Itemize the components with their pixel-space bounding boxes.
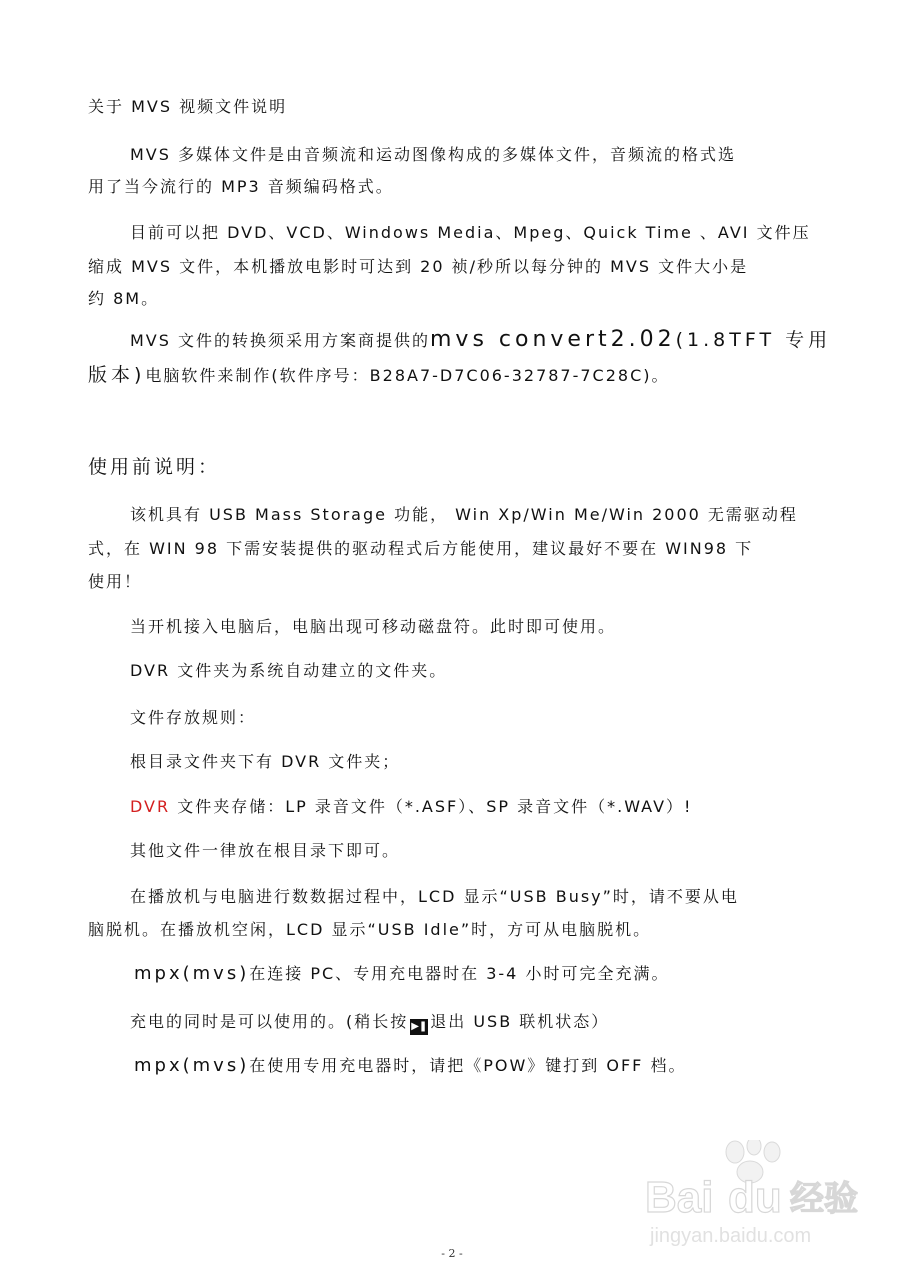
page-number: - 2 - (441, 1247, 463, 1260)
transfer-paragraph-line: 在播放机与电脑进行数数据过程中，LCD 显示“USB Busy”时，请不要从电 (130, 887, 739, 906)
charge-use-line (130, 1012, 609, 1035)
charge-use-text: 充电的同时是可以使用的。(稍长按 (130, 1012, 409, 1031)
convert-paragraph-line (130, 327, 832, 352)
formats-paragraph-line: 缩成 MVS 文件，本机播放电影时可达到 20 祯/秒所以每分钟的 MVS 文件大小是 (88, 257, 749, 276)
charger-text: 在使用专用充电器时，请把《POW》键打到 OFF 档。 (249, 1056, 687, 1075)
info-line: 其他文件一律放在根目录下即可。 (130, 841, 401, 860)
device-name: mpx(mvs) (134, 1055, 250, 1076)
svg-text:经验: 经验 (790, 1180, 858, 1218)
usb-paragraph-line: 使用！ (88, 572, 143, 591)
info-line: DVR 文件夹为系统自动建立的文件夹。 (130, 661, 448, 680)
info-line: 当开机接入电脑后，电脑出现可移动磁盘符。此时即可使用。 (130, 617, 617, 636)
convert-text-c: (1.8TFT 专用 (675, 329, 832, 351)
formats-paragraph-line: 目前可以把 DVD、VCD、Windows Media、Mpeg、Quick Time 、AVI 文件压 (130, 223, 811, 242)
exit-usb-text: 退出 USB 联机状态） (430, 1012, 610, 1031)
info-line: 根目录文件夹下有 DVR 文件夹； (130, 752, 401, 771)
usb-paragraph-line: 该机具有 USB Mass Storage 功能， Win Xp/Win Me/Win 2000 无需驱动程 (130, 505, 798, 524)
charger-line (134, 1056, 686, 1076)
mvs-paragraph-line: MVS 多媒体文件是由音频流和运动图像构成的多媒体文件，音频流的格式选 (130, 145, 736, 164)
charge-text: 在连接 PC、专用充电器时在 3-4 小时可完全充满。 (249, 964, 670, 983)
dvr-folder-label: DVR (130, 797, 171, 816)
convert-software-name: mvs convert2.02 (430, 327, 676, 352)
svg-text:Bai: Bai (645, 1173, 714, 1222)
svg-text:du: du (728, 1173, 782, 1222)
convert-paragraph-line (88, 365, 670, 386)
section-heading: 使用前说明： (88, 456, 221, 478)
info-line: 文件存放规则： (130, 708, 257, 727)
convert-text-a: MVS 文件的转换须采用方案商提供的 (130, 331, 430, 350)
convert-text-b: 电脑软件来制作(软件序号：B28A7-D7C06-32787-7C28C)。 (145, 366, 670, 385)
info-line (130, 797, 692, 817)
transfer-paragraph-line: 脑脱机。在播放机空闲，LCD 显示“USB Idle”时，方可从电脑脱机。 (88, 920, 652, 939)
device-name: mpx(mvs) (134, 963, 250, 984)
dvr-folder-desc: 文件夹存储：LP 录音文件（*.ASF）、SP 录音文件（*.WAV）! (170, 797, 693, 816)
mvs-paragraph-line: 用了当今流行的 MP3 音频编码格式。 (88, 177, 394, 196)
usb-paragraph-line: 式，在 WIN 98 下需安装提供的驱动程式后方能使用，建议最好不要在 WIN98 下 (88, 539, 754, 558)
charge-line (134, 964, 669, 984)
watermark-url: jingyan.baidu.com (650, 1225, 812, 1247)
play-pause-button-icon: ▶❚ (410, 1019, 428, 1035)
page-title: 关于 MVS 视频文件说明 (88, 97, 288, 116)
convert-version: 版本) (88, 364, 146, 386)
formats-paragraph-line: 约 8M。 (88, 289, 160, 308)
